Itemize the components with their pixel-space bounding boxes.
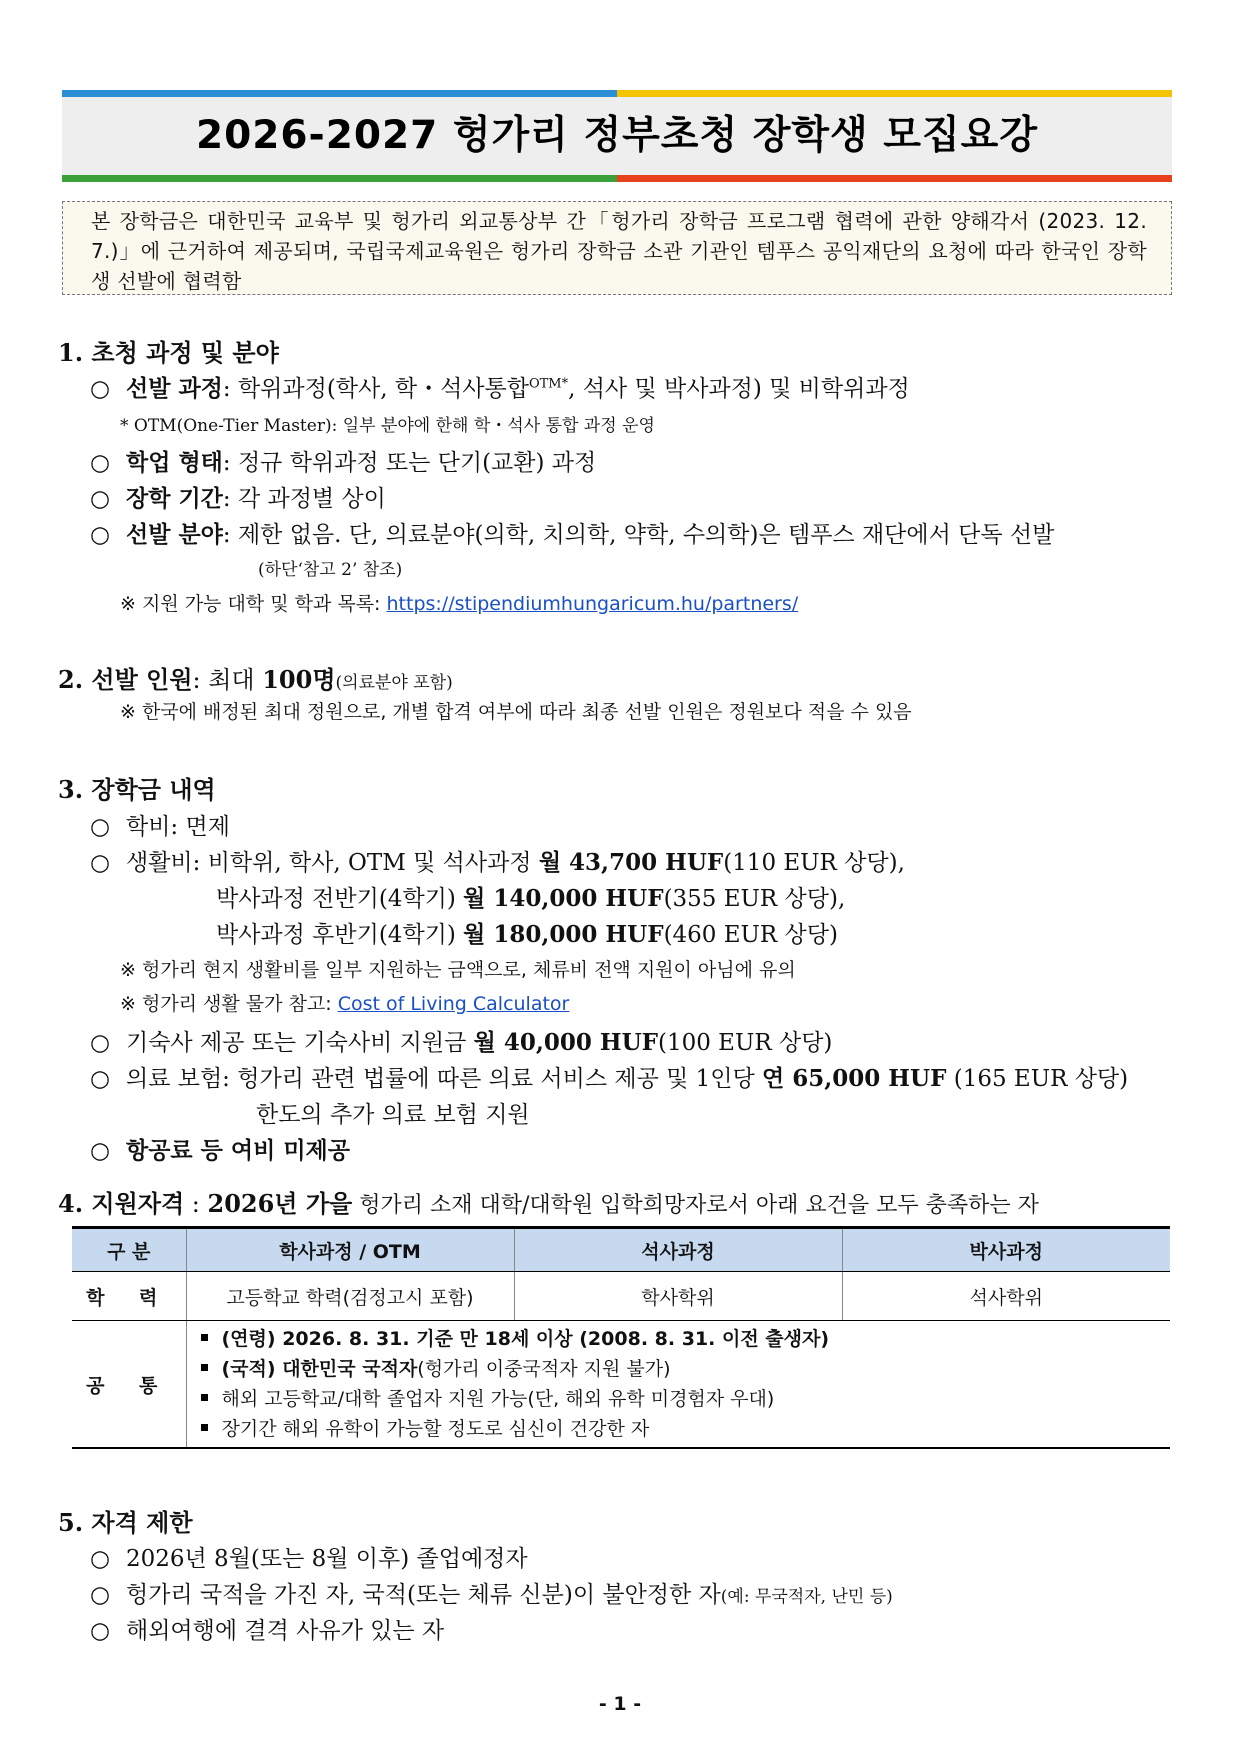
living-text-c: 박사과정 후반기(4학기) (216, 922, 464, 948)
table-header: 구 분 (72, 1228, 186, 1272)
page-title: 2026-2027 헝가리 정부초청 장학생 모집요강 (195, 113, 1039, 158)
table-cell: 학 력 (72, 1272, 186, 1321)
banner-bar-yellow (617, 90, 1172, 97)
bullet: ○ (90, 521, 111, 548)
living-line-3 (216, 916, 838, 949)
period-line (90, 480, 386, 513)
section-2-text: : 최대 (192, 666, 263, 694)
quota-note: ※ 한국에 배정된 최대 정원으로, 개별 합격 여부에 따라 최종 선발 인원은 정원보다 적을 수 있음 (120, 701, 912, 723)
living-note-2-label: ※ 헝가리 생활 물가 참고: (120, 993, 338, 1015)
table-cell: 석사학위 (842, 1272, 1170, 1321)
req-rest: (헝가리 이중국적자 지원 불가) (417, 1358, 671, 1380)
living-line-2 (216, 880, 845, 913)
req-rest: 장기간 해외 유학이 가능할 정도로 심신이 건강한 자 (221, 1418, 650, 1440)
square-bullet-icon (201, 1364, 208, 1371)
bullet: ○ (90, 1546, 111, 1572)
bullet: ○ (90, 1618, 111, 1644)
section-4-term: 2026년 가을 (207, 1189, 353, 1218)
form-line (90, 444, 596, 477)
bullet: ○ (90, 449, 111, 476)
univ-note (120, 589, 798, 616)
section-5-title: 5. 자격 제한 (58, 1508, 193, 1537)
square-bullet-icon (201, 1334, 208, 1341)
list-item (201, 1384, 1170, 1414)
list-item (201, 1324, 1170, 1354)
table-cell: 고등학교 학력(검정고시 포함) (186, 1272, 514, 1321)
living-eur-c: (460 EUR 상당) (663, 922, 838, 948)
banner-bar-red (617, 175, 1172, 182)
tuition-text: 학비: 면제 (126, 814, 230, 840)
living-line-1 (90, 844, 905, 877)
bullet: ○ (90, 375, 111, 402)
req-rest: 해외 고등학교/대학 졸업자 지원 가능(단, 해외 유학 미경험자 우대) (221, 1388, 775, 1410)
otm-note: * OTM(One-Tier Master): 일부 분야에 한해 학・석사 통합 과정 운영 (120, 416, 655, 436)
dorm-text: 기숙사 제공 또는 기숙사비 지원금 (126, 1030, 474, 1056)
dorm-eur: (100 EUR 상당) (657, 1030, 833, 1056)
period-label: 장학 기간 (126, 485, 223, 512)
req-bold: (국적) 대한민국 국적자 (221, 1358, 418, 1380)
course-label: 선발 과정 (126, 375, 223, 402)
bullet: ○ (90, 1582, 111, 1608)
living-eur-a: (110 EUR 상당), (723, 850, 905, 876)
insurance-text: 의료 보험: 헝가리 관련 법률에 따른 의료 서비스 제공 및 1인당 (126, 1066, 763, 1092)
bullet: ○ (90, 814, 111, 840)
restriction-text: 2026년 8월(또는 8월 이후) 졸업예정자 (126, 1546, 528, 1572)
square-bullet-icon (201, 1424, 208, 1431)
square-bullet-icon (201, 1394, 208, 1401)
restriction-text: 헝가리 국적을 가진 자, 국적(또는 체류 신분)이 불안정한 자 (126, 1582, 721, 1608)
common-requirements-cell (186, 1321, 1170, 1449)
course-text-a: : 학위과정(학사, 학・석사통합 (222, 376, 529, 402)
table-header: 학사과정 / OTM (186, 1228, 514, 1272)
living-amount-a: 월 43,700 HUF (538, 849, 724, 876)
restriction-example: (예: 무국적자, 난민 등) (720, 1587, 893, 1607)
field-label: 선발 분야 (126, 521, 223, 548)
field-line (90, 516, 1054, 549)
otm-superscript: OTM* (528, 376, 569, 392)
list-item (201, 1414, 1170, 1444)
eligibility-table (72, 1226, 1170, 1449)
section-1-title: 1. 초청 과정 및 분야 (58, 338, 279, 367)
tuition-line (90, 808, 230, 841)
intro-box: 본 장학금은 대한민국 교육부 및 헝가리 외교통상부 간「헝가리 장학금 프로그램 협력에 관한 양해각서 (2023. 12. 7.)」에 근거하여 제공되며, 국립국제교육원은 헝가리 장학금 소관 기관인 템푸스 공익재단의 요청에 따라 한국인 장학생 선발에 협력함 (62, 201, 1172, 295)
page-number: - 1 - (598, 1693, 642, 1715)
insurance-eur: (165 EUR 상당) (946, 1066, 1129, 1092)
section-4-title (58, 1184, 1039, 1219)
section-2-small: (의료분야 포함) (335, 673, 453, 693)
insurance-line (90, 1060, 1128, 1093)
insurance-amount: 연 65,000 HUF (762, 1065, 947, 1092)
section-4-label: 4. 지원자격 (58, 1189, 185, 1218)
course-line (90, 370, 910, 403)
field-sub-note: (하단‘참고 2’ 참조) (258, 560, 403, 580)
living-note-1: ※ 헝가리 현지 생활비를 일부 지원하는 금액으로, 체류비 전액 지원이 아님에 유의 (120, 959, 796, 981)
form-text: : 정규 학위과정 또는 단기(교환) 과정 (222, 450, 597, 476)
living-amount-b: 월 140,000 HUF (463, 885, 664, 912)
bullet: ○ (90, 1030, 111, 1056)
section-4-colon: : (184, 1190, 208, 1218)
bullet: ○ (90, 485, 111, 512)
course-text-b: , 석사 및 박사과정) 및 비학위과정 (568, 376, 910, 402)
req-bold: (연령) 2026. 8. 31. 기준 만 18세 이상 (2008. 8. 31. 이전 출생자) (221, 1328, 830, 1350)
airfare-line (90, 1132, 350, 1165)
airfare-text: 항공료 등 여비 미제공 (126, 1137, 350, 1164)
living-note-2 (120, 989, 569, 1016)
restriction-line-2 (90, 1576, 893, 1609)
table-cell: 공 통 (72, 1321, 186, 1449)
living-text-a: 생활비: 비학위, 학사, OTM 및 석사과정 (126, 850, 539, 876)
section-2-title (58, 660, 453, 695)
insurance-line-2: 한도의 추가 의료 보험 지원 (256, 1102, 530, 1128)
bullet: ○ (90, 1137, 111, 1164)
table-row (72, 1321, 1170, 1449)
title-banner (62, 90, 1172, 182)
form-label: 학업 형태 (126, 449, 223, 476)
banner-bar-green (62, 175, 617, 182)
table-header: 석사과정 (514, 1228, 842, 1272)
living-text-b: 박사과정 전반기(4학기) (216, 886, 464, 912)
section-2-label: 2. 선발 인원 (58, 665, 193, 694)
restriction-line-3 (90, 1612, 444, 1645)
list-item (201, 1354, 1170, 1384)
bullet: ○ (90, 850, 111, 876)
table-header-row (72, 1228, 1170, 1272)
table-row (72, 1272, 1170, 1321)
banner-bar-blue (62, 90, 617, 97)
bullet: ○ (90, 1066, 111, 1092)
section-2-number: 100명 (262, 665, 336, 694)
restriction-text: 해외여행에 결격 사유가 있는 자 (126, 1618, 445, 1644)
restriction-line-1 (90, 1540, 528, 1573)
dorm-line (90, 1024, 832, 1057)
field-text: : 제한 없음. 단, 의료분야(의학, 치의학, 약학, 수의학)은 템푸스 재단에서 단독 선발 (222, 522, 1055, 548)
period-text: : 각 과정별 상이 (222, 486, 386, 512)
living-amount-c: 월 180,000 HUF (463, 921, 664, 948)
living-eur-b: (355 EUR 상당), (663, 886, 846, 912)
section-4-text: 헝가리 소재 대학/대학원 입학희망자로서 아래 요건을 모두 충족하는 자 (352, 1193, 1039, 1218)
partners-link[interactable]: https://stipendiumhungaricum.hu/partners/ (386, 593, 799, 615)
univ-note-label: ※ 지원 가능 대학 및 학과 목록: (120, 593, 387, 615)
section-3-title: 3. 장학금 내역 (58, 775, 216, 804)
cost-calculator-link[interactable]: Cost of Living Calculator (337, 993, 570, 1015)
table-header: 박사과정 (842, 1228, 1170, 1272)
dorm-amount: 월 40,000 HUF (473, 1029, 658, 1056)
table-cell: 학사학위 (514, 1272, 842, 1321)
